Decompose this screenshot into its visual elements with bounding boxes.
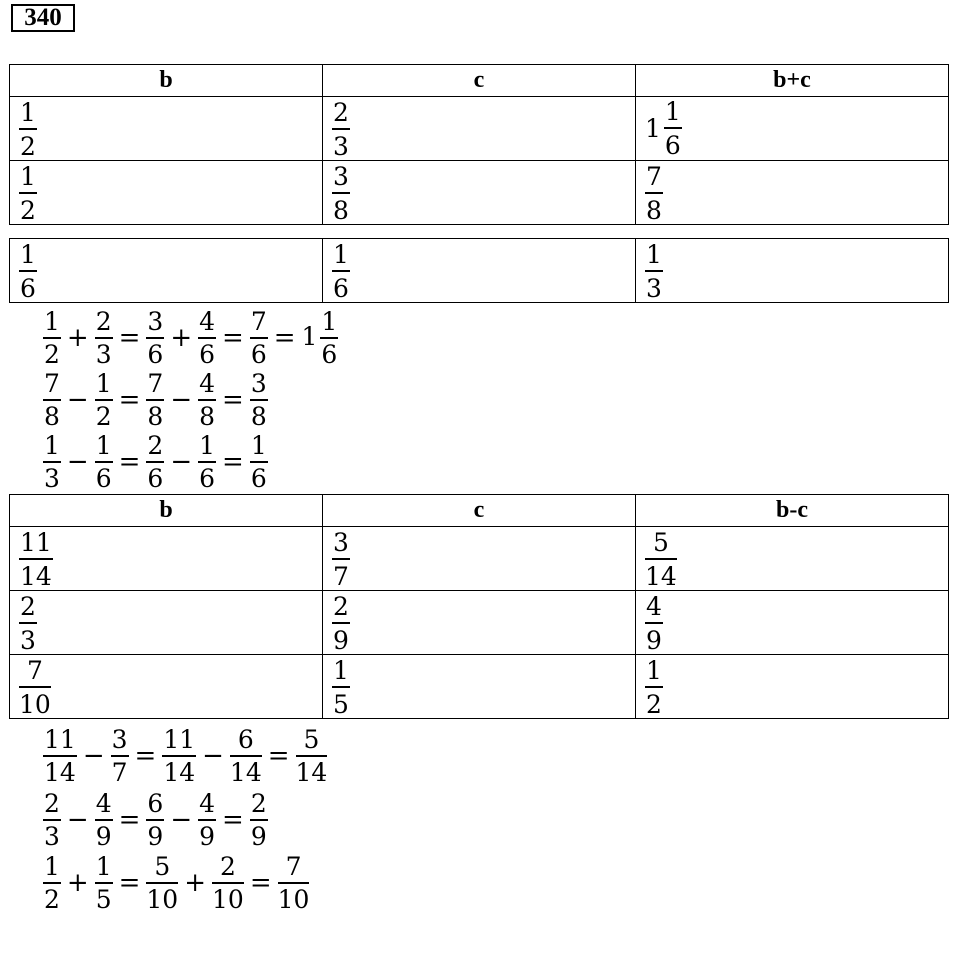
equals-sign: =: [118, 385, 141, 415]
numerator: 2: [147, 431, 164, 460]
column-header: b-c: [636, 495, 949, 527]
numerator: 3: [147, 307, 164, 336]
fraction: [95, 854, 113, 912]
numerator: 1: [250, 431, 267, 460]
fraction: [43, 371, 61, 429]
fraction: [332, 594, 350, 653]
denominator: 8: [147, 402, 164, 431]
equation-line: [43, 726, 327, 786]
table-row: [10, 239, 949, 303]
denominator: 3: [333, 132, 349, 161]
denominator: 9: [95, 822, 112, 851]
denominator: 10: [19, 690, 51, 719]
denominator: 8: [646, 196, 662, 225]
equals-sign: =: [222, 447, 244, 477]
fraction: [250, 791, 268, 849]
denominator: 2: [20, 196, 36, 225]
fraction: [332, 164, 350, 223]
fraction: [332, 242, 350, 301]
denominator: 2: [20, 132, 36, 161]
table-cell: [323, 161, 636, 225]
fraction: [332, 100, 350, 159]
fraction: [230, 727, 262, 785]
fraction: [19, 100, 37, 159]
denominator: 2: [646, 690, 662, 719]
fraction: [212, 854, 244, 912]
equation-line: [43, 432, 268, 492]
denominator: 14: [229, 758, 262, 787]
numerator: 2: [20, 592, 36, 621]
denominator: 3: [20, 626, 36, 655]
column-header: b+c: [636, 65, 949, 97]
fraction: [250, 433, 268, 491]
fraction: [43, 309, 61, 367]
denominator: 9: [250, 822, 267, 851]
fraction: [19, 658, 51, 717]
equation-line: [43, 853, 309, 913]
numerator: 2: [95, 307, 112, 336]
fraction: [19, 530, 53, 589]
numerator: 2: [44, 789, 60, 818]
numerator: 1: [333, 240, 349, 269]
numerator: 1: [20, 162, 36, 191]
table-cell: [323, 97, 636, 161]
denominator: 6: [147, 340, 164, 369]
fraction: [19, 594, 37, 653]
numerator: 1: [20, 98, 36, 127]
numerator: 11: [163, 725, 196, 754]
table-header-row: [10, 65, 949, 97]
numerator: 1: [646, 656, 662, 685]
table-cell: [323, 591, 636, 655]
denominator: 14: [295, 758, 328, 787]
denominator: 3: [44, 464, 60, 493]
denominator: 5: [95, 885, 112, 914]
plus-sign: +: [170, 323, 193, 353]
fraction: [250, 371, 268, 429]
minus-sign: −: [82, 741, 105, 771]
denominator: 6: [20, 274, 36, 303]
fraction: [250, 309, 268, 367]
numerator: 6: [147, 789, 164, 818]
denominator: 8: [250, 402, 267, 431]
denominator: 14: [20, 562, 52, 591]
numerator: 11: [44, 725, 76, 754]
numerator: 7: [147, 369, 164, 398]
fraction: [95, 309, 113, 367]
column-header: b: [10, 495, 323, 527]
fraction: [198, 791, 216, 849]
table-cell: [10, 527, 323, 591]
table-cell: [323, 527, 636, 591]
equals-sign: =: [118, 447, 141, 477]
table-cell: [636, 239, 949, 303]
equals-sign: =: [118, 805, 141, 835]
numerator: 2: [333, 592, 349, 621]
whole-part: 1: [301, 321, 318, 351]
numerator: 4: [199, 789, 216, 818]
table-cell: [636, 97, 949, 161]
numerator: 2: [250, 789, 267, 818]
fraction: [198, 371, 216, 429]
table-cell: [10, 655, 323, 719]
numerator: 1: [199, 431, 216, 460]
sum-table-extra-row: [9, 238, 949, 303]
numerator: 11: [20, 528, 52, 557]
fraction: [111, 727, 129, 785]
numerator: 1: [44, 852, 60, 881]
numerator: 5: [303, 725, 320, 754]
fraction: [95, 791, 113, 849]
denominator: 14: [645, 562, 677, 591]
denominator: 14: [163, 758, 196, 787]
minus-sign: −: [66, 805, 89, 835]
equals-sign: =: [267, 741, 290, 771]
fraction: [19, 242, 37, 301]
numerator: 2: [219, 852, 236, 881]
fraction: [332, 658, 350, 717]
table-cell: [636, 591, 949, 655]
numerator: 1: [95, 369, 112, 398]
fraction: [278, 854, 310, 912]
minus-sign: −: [170, 385, 193, 415]
minus-sign: −: [170, 447, 193, 477]
exercise-number: 340: [11, 4, 75, 32]
plus-sign: +: [184, 868, 207, 898]
fraction: [43, 727, 77, 785]
numerator: 7: [285, 852, 302, 881]
denominator: 9: [646, 626, 662, 655]
fraction: [146, 309, 164, 367]
fraction: [43, 433, 61, 491]
table-cell: [10, 239, 323, 303]
equation-line: [43, 790, 268, 850]
table-row: [10, 161, 949, 225]
denominator: 8: [199, 402, 216, 431]
denominator: 8: [44, 402, 60, 431]
fraction: [645, 164, 663, 223]
numerator: 1: [95, 852, 112, 881]
equals-sign: =: [118, 868, 141, 898]
minus-sign: −: [66, 447, 89, 477]
denominator: 10: [277, 885, 310, 914]
table-cell: [323, 239, 636, 303]
numerator: 7: [26, 656, 43, 685]
fraction: [198, 433, 216, 491]
fraction: [95, 433, 113, 491]
sum-table: [9, 64, 949, 225]
denominator: 3: [95, 340, 112, 369]
fraction: [332, 530, 350, 589]
column-header: c: [323, 495, 636, 527]
fraction: [19, 164, 37, 223]
denominator: 6: [333, 274, 349, 303]
equals-sign: =: [118, 323, 141, 353]
fraction: [645, 594, 663, 653]
numerator: 4: [199, 369, 216, 398]
table-cell: [636, 161, 949, 225]
denominator: 6: [664, 130, 681, 160]
denominator: 9: [147, 822, 164, 851]
numerator: 4: [95, 789, 112, 818]
numerator: 1: [44, 431, 60, 460]
fraction: [146, 854, 178, 912]
column-header: c: [323, 65, 636, 97]
numerator: 1: [333, 656, 349, 685]
fraction: [645, 658, 663, 717]
numerator: 6: [237, 725, 254, 754]
denominator: 3: [44, 822, 60, 851]
numerator: 1: [95, 431, 112, 460]
denominator: 14: [44, 758, 76, 787]
numerator: 7: [44, 369, 60, 398]
equation-line: [43, 308, 338, 368]
fraction: [162, 727, 196, 785]
denominator: 10: [212, 885, 244, 914]
fraction: [320, 309, 338, 367]
equals-sign: =: [222, 385, 244, 415]
fraction: [95, 371, 113, 429]
minus-sign: −: [202, 741, 224, 771]
minus-sign: −: [66, 385, 89, 415]
denominator: 6: [95, 464, 112, 493]
table-header-row: [10, 495, 949, 527]
denominator: 7: [333, 562, 349, 591]
denominator: 6: [321, 340, 338, 369]
fraction: [198, 309, 216, 367]
denominator: 6: [250, 340, 267, 369]
difference-table: [9, 494, 949, 719]
table-cell: [636, 527, 949, 591]
numerator: 4: [646, 592, 662, 621]
equals-sign: =: [222, 805, 244, 835]
column-header: b: [10, 65, 323, 97]
denominator: 2: [95, 402, 112, 431]
table-row: [10, 527, 949, 591]
minus-sign: −: [170, 805, 193, 835]
denominator: 6: [250, 464, 267, 493]
denominator: 3: [646, 274, 662, 303]
fraction: [43, 854, 61, 912]
numerator: 5: [652, 528, 669, 557]
denominator: 8: [333, 196, 349, 225]
mixed-number: [302, 309, 339, 367]
fraction: [296, 727, 328, 785]
plus-sign: +: [66, 323, 89, 353]
numerator: 3: [111, 725, 128, 754]
numerator: 3: [250, 369, 267, 398]
table-cell: [323, 655, 636, 719]
numerator: 2: [333, 98, 349, 127]
plus-sign: +: [66, 868, 89, 898]
denominator: 5: [333, 690, 349, 719]
table-cell: [10, 97, 323, 161]
equals-sign: =: [134, 741, 157, 771]
denominator: 10: [146, 885, 179, 914]
table-cell: [636, 655, 949, 719]
numerator: 1: [44, 307, 60, 336]
numerator: 1: [646, 240, 662, 269]
denominator: 2: [44, 885, 60, 914]
denominator: 9: [333, 626, 349, 655]
mixed-number: [645, 96, 682, 160]
fraction: [645, 242, 663, 301]
denominator: 6: [199, 464, 216, 493]
denominator: 7: [111, 758, 128, 787]
numerator: 1: [664, 96, 681, 126]
fraction: [146, 791, 164, 849]
table-cell: [10, 591, 323, 655]
denominator: 2: [44, 340, 60, 369]
numerator: 1: [321, 307, 338, 336]
equals-sign: =: [222, 323, 244, 353]
numerator: 7: [646, 162, 662, 191]
table-row: [10, 97, 949, 161]
equals-sign: =: [249, 868, 272, 898]
numerator: 5: [154, 852, 171, 881]
table-cell: [10, 161, 323, 225]
equation-line: [43, 370, 268, 430]
equals-sign: =: [273, 323, 296, 353]
whole-part: 1: [645, 113, 661, 143]
table-row: [10, 655, 949, 719]
numerator: 1: [20, 240, 36, 269]
fraction: [645, 530, 677, 589]
numerator: 3: [333, 528, 349, 557]
fraction: [146, 371, 164, 429]
denominator: 9: [199, 822, 216, 851]
numerator: 4: [199, 307, 216, 336]
fraction: [43, 791, 61, 849]
denominator: 6: [147, 464, 164, 493]
numerator: 3: [333, 162, 349, 191]
fraction: [664, 96, 682, 160]
table-row: [10, 591, 949, 655]
numerator: 7: [250, 307, 267, 336]
denominator: 6: [199, 340, 216, 369]
fraction: [146, 433, 164, 491]
